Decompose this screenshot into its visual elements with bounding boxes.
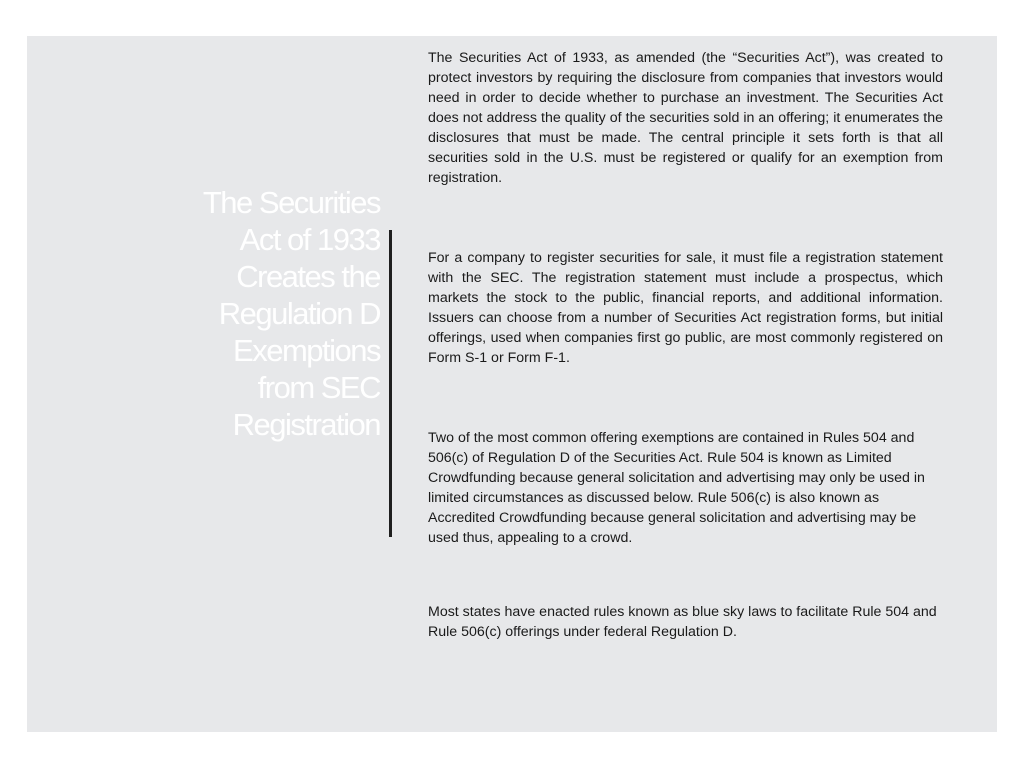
title-line: Registration xyxy=(232,407,380,442)
title-line: Act of 1933 xyxy=(239,222,380,257)
paragraph-securities-act: The Securities Act of 1933, as amended (the “Securities Act”), was created to protect investors by requiring the disclosure from companies that investors would need in order to decide whether to purchase an investment. The Securities Act does not address the quality of the securities sold in an offering; it enumerates the disclosures that must be made. The central principle it sets forth is that all securities sold in the U.S. must be registered or qualify for an exemption from registration. xyxy=(428,50,943,186)
paragraph-registration: For a company to register securities for sale, it must file a registration statement with the SEC. The registration statement must include a prospectus, which markets the stock to the public, financial reports, and additional information. Issuers can choose from a number of Securities Act registration forms, but initial offerings, used when companies first go public, are most commonly registered on Form S-1 or Form F-1. xyxy=(428,250,943,366)
vertical-divider xyxy=(389,230,392,537)
title-line: The Securities xyxy=(202,185,380,220)
title-line: Exemptions xyxy=(233,333,380,368)
paragraph-exemptions: Two of the most common offering exemptions are contained in Rules 504 and 506(c) of Regulation D of the Securities Act. Rule 504 is known as Limited Crowdfunding because general solicitation and advertising may only be used in limited circumstances as discussed below. Rule 506(c) is also known as Accredited Crowdfunding because general solicitation and advertising may be used thus, appealing to a crowd. xyxy=(428,430,925,546)
title-line: Regulation D xyxy=(218,296,380,331)
paragraph-blue-sky-laws: Most states have enacted rules known as blue sky laws to facilitate Rule 504 and Rule 506(c) offerings under federal Regulation D. xyxy=(428,604,937,640)
slide xyxy=(27,36,997,732)
title-line: from SEC xyxy=(257,370,380,405)
title-line: Creates the xyxy=(236,259,380,294)
slide-title xyxy=(87,184,380,443)
